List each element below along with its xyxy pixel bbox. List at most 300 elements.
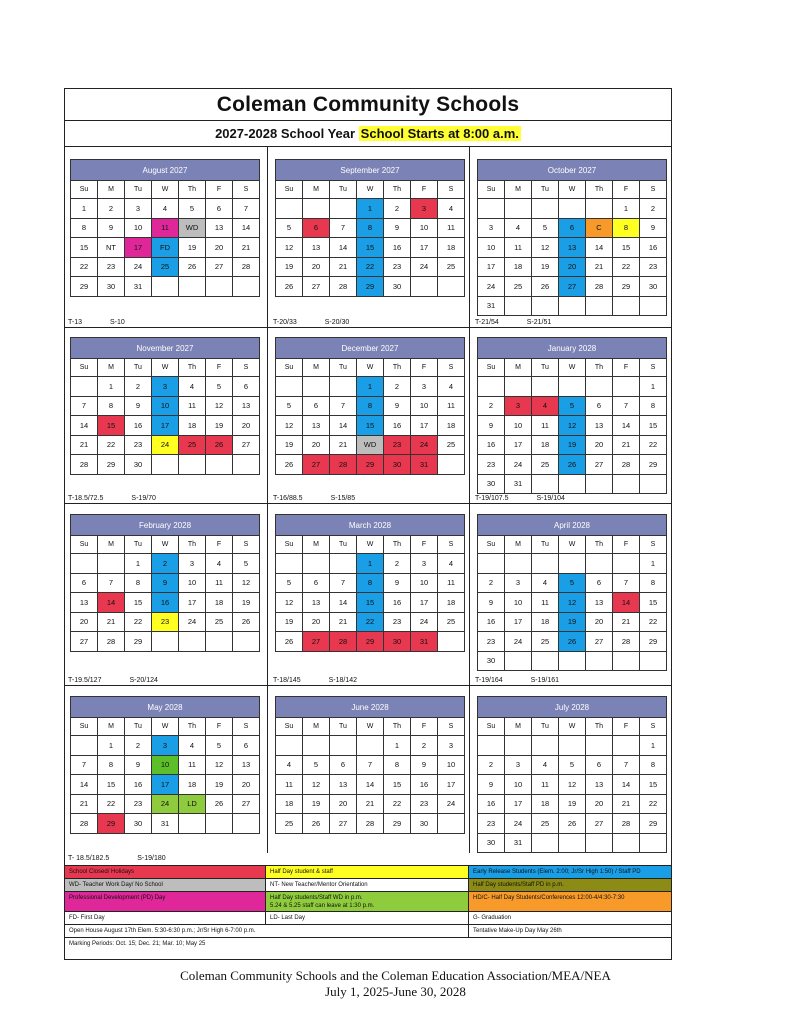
weekday-label: W <box>559 359 586 377</box>
day-cell: 20 <box>303 257 330 277</box>
student-day-count: S-19/180 <box>137 855 166 862</box>
week-row <box>276 238 465 258</box>
day-cell <box>438 277 465 297</box>
month-grid <box>477 358 667 494</box>
legend-school-closed: School Closed/ Holidays <box>65 866 266 878</box>
legend-half-day-wd-line2: 5.24 & 5.25 staff can leave at 1:30 p.m. <box>270 903 375 909</box>
day-cell: 15 <box>640 775 667 795</box>
day-cell: 27 <box>330 814 357 834</box>
day-cell <box>478 199 505 219</box>
day-cell: 16 <box>384 593 411 613</box>
day-cell: 29 <box>98 455 125 475</box>
month-title: September 2027 <box>275 159 465 180</box>
weekday-label: Tu <box>125 359 152 377</box>
day-cell: 20 <box>233 775 260 795</box>
day-cell: 25 <box>438 257 465 277</box>
day-cell <box>559 833 586 853</box>
day-cell <box>276 377 303 397</box>
day-cell: 27 <box>586 455 613 475</box>
weekday-label: F <box>613 359 640 377</box>
day-cell: 18 <box>532 435 559 455</box>
weekday-label: S <box>640 536 667 554</box>
week-row <box>478 814 667 834</box>
day-cell: 17 <box>478 257 505 277</box>
day-cell: 6 <box>233 736 260 756</box>
day-cell: 27 <box>303 455 330 475</box>
week-row <box>71 257 260 277</box>
day-cell: 27 <box>586 632 613 652</box>
day-cell: 6 <box>206 199 233 219</box>
weekday-label: Th <box>586 359 613 377</box>
day-cell: 22 <box>125 612 152 632</box>
day-cell <box>532 474 559 494</box>
day-cell <box>233 632 260 652</box>
day-cell <box>505 377 532 397</box>
teacher-day-count: T-19/107.5 <box>475 495 509 502</box>
weekday-label: Tu <box>532 718 559 736</box>
weekday-label: Su <box>276 536 303 554</box>
school-year-label: 2027-2028 School Year <box>215 126 356 141</box>
weekday-label: Tu <box>330 181 357 199</box>
week-row <box>478 435 667 455</box>
day-cell: 19 <box>206 775 233 795</box>
day-cell <box>179 632 206 652</box>
weekday-label: Tu <box>125 536 152 554</box>
weekday-label: S <box>640 718 667 736</box>
day-cell: 14 <box>613 593 640 613</box>
day-cell: 19 <box>532 257 559 277</box>
day-cell: 23 <box>384 435 411 455</box>
day-cell: 12 <box>276 416 303 436</box>
weekday-label: W <box>152 181 179 199</box>
weekday-label: M <box>98 181 125 199</box>
day-cell: 10 <box>125 218 152 238</box>
day-cell: 2 <box>478 573 505 593</box>
weekday-label: Th <box>586 718 613 736</box>
weekday-label: Su <box>71 359 98 377</box>
day-cell: 15 <box>98 416 125 436</box>
day-cell: 29 <box>613 277 640 297</box>
day-cell: 25 <box>532 455 559 475</box>
day-cell: 4 <box>438 377 465 397</box>
week-row <box>71 573 260 593</box>
day-cell: 8 <box>125 573 152 593</box>
footer-line1: Coleman Community Schools and the Coleman Education Association/MEA/NEA <box>180 968 611 983</box>
weekday-label: M <box>505 718 532 736</box>
day-cell: 19 <box>559 435 586 455</box>
weekday-label: Th <box>384 536 411 554</box>
day-cell: 10 <box>438 755 465 775</box>
month-grid <box>70 358 260 475</box>
weekday-label: Su <box>71 536 98 554</box>
day-cell: 8 <box>613 218 640 238</box>
month-calendar <box>275 337 465 475</box>
weekday-header-row <box>478 359 667 377</box>
day-cell <box>586 833 613 853</box>
legend-half-day: Half Day student & staff <box>266 866 469 878</box>
day-cell: C <box>586 218 613 238</box>
week-row <box>478 612 667 632</box>
day-cell: 29 <box>125 632 152 652</box>
day-cell: 5 <box>303 755 330 775</box>
day-cell: 6 <box>330 755 357 775</box>
day-cell: 9 <box>478 593 505 613</box>
weekday-label: S <box>438 718 465 736</box>
week-row <box>276 736 465 756</box>
week-row <box>478 573 667 593</box>
week-row <box>71 775 260 795</box>
weekday-label: S <box>233 181 260 199</box>
day-cell: 24 <box>411 435 438 455</box>
day-cell: 1 <box>71 199 98 219</box>
day-cell: 25 <box>532 632 559 652</box>
student-day-count: S-21/51 <box>526 319 552 326</box>
day-cell: 5 <box>276 218 303 238</box>
day-cell: 26 <box>276 632 303 652</box>
day-cell: 12 <box>276 238 303 258</box>
day-cell: 20 <box>303 612 330 632</box>
weekday-label: W <box>152 359 179 377</box>
day-cell: 17 <box>411 416 438 436</box>
day-cell: 29 <box>357 632 384 652</box>
day-cell: 30 <box>98 277 125 297</box>
day-cell: 30 <box>411 814 438 834</box>
day-cell: 4 <box>179 736 206 756</box>
day-cell: 11 <box>438 573 465 593</box>
day-cell: 6 <box>586 396 613 416</box>
day-cell: 3 <box>505 755 532 775</box>
day-cell <box>411 277 438 297</box>
week-row <box>478 794 667 814</box>
week-row <box>71 736 260 756</box>
week-row <box>478 377 667 397</box>
teacher-day-count: T-19.5/127 <box>68 677 102 684</box>
day-cell <box>640 296 667 316</box>
day-cell: 26 <box>179 257 206 277</box>
day-cell: 26 <box>276 277 303 297</box>
day-cell: 6 <box>586 573 613 593</box>
day-cell: 5 <box>206 736 233 756</box>
weekday-label: W <box>357 536 384 554</box>
week-row <box>276 199 465 219</box>
day-cell: 9 <box>478 775 505 795</box>
day-cell: 9 <box>98 218 125 238</box>
day-cell: 17 <box>505 794 532 814</box>
day-cell <box>233 277 260 297</box>
day-cell: 30 <box>478 651 505 671</box>
day-cell: 14 <box>613 416 640 436</box>
weekday-label: M <box>303 359 330 377</box>
weekday-label: F <box>206 359 233 377</box>
week-row <box>71 435 260 455</box>
day-cell: 12 <box>276 593 303 613</box>
day-cell: 22 <box>357 257 384 277</box>
weekday-header-row <box>71 536 260 554</box>
day-cell: 9 <box>384 218 411 238</box>
week-row <box>478 199 667 219</box>
week-row <box>478 651 667 671</box>
day-cell <box>330 736 357 756</box>
legend-new-teacher: NT- New Teacher/Mentor Orientation <box>266 879 469 891</box>
day-cell: 4 <box>532 396 559 416</box>
day-cell: 9 <box>640 218 667 238</box>
day-cell: 17 <box>125 238 152 258</box>
day-cell <box>357 736 384 756</box>
week-row <box>71 632 260 652</box>
day-cell: 5 <box>276 573 303 593</box>
weekday-label: S <box>438 536 465 554</box>
month-grid <box>477 717 667 853</box>
month-grid <box>275 535 465 652</box>
day-cell <box>276 736 303 756</box>
day-cell: 20 <box>559 257 586 277</box>
day-cell: 19 <box>206 416 233 436</box>
day-cell <box>559 377 586 397</box>
week-row <box>71 199 260 219</box>
teacher-day-count: T-16/88.5 <box>273 495 303 502</box>
day-cell: 11 <box>532 416 559 436</box>
day-cell: 29 <box>357 455 384 475</box>
day-cell: 16 <box>125 416 152 436</box>
day-cell: 30 <box>125 814 152 834</box>
day-cell: 20 <box>330 794 357 814</box>
day-cell: 13 <box>586 775 613 795</box>
day-cell <box>478 554 505 574</box>
day-cell: 10 <box>152 755 179 775</box>
day-cell: 31 <box>505 833 532 853</box>
day-cell <box>438 455 465 475</box>
day-cell: 14 <box>357 775 384 795</box>
weekday-label: F <box>613 718 640 736</box>
day-cell: 11 <box>532 593 559 613</box>
day-cell <box>505 296 532 316</box>
month-calendar <box>275 514 465 652</box>
day-cell: 28 <box>233 257 260 277</box>
day-cell: 3 <box>152 736 179 756</box>
day-cell: 3 <box>478 218 505 238</box>
day-cell: 3 <box>411 199 438 219</box>
day-cell <box>532 554 559 574</box>
day-cell: 10 <box>411 573 438 593</box>
day-cell: 21 <box>233 238 260 258</box>
day-cell: 5 <box>276 396 303 416</box>
day-cell: 15 <box>125 593 152 613</box>
weekday-label: Su <box>478 718 505 736</box>
day-cell <box>532 651 559 671</box>
day-cell: 30 <box>384 632 411 652</box>
day-cell: 3 <box>411 377 438 397</box>
day-cell: 27 <box>303 632 330 652</box>
day-cell: 18 <box>179 416 206 436</box>
month-day-counts <box>68 319 153 326</box>
weekday-label: W <box>559 536 586 554</box>
day-cell: 30 <box>125 455 152 475</box>
day-cell: 7 <box>613 573 640 593</box>
month-calendar <box>477 696 667 853</box>
day-cell: 29 <box>640 814 667 834</box>
legend-graduation: G- Graduation <box>473 915 512 921</box>
day-cell: 23 <box>478 455 505 475</box>
day-cell: 5 <box>559 396 586 416</box>
weekday-header-row <box>478 181 667 199</box>
day-cell <box>152 455 179 475</box>
day-cell: 13 <box>586 416 613 436</box>
weekday-label: Th <box>586 181 613 199</box>
day-cell: 1 <box>640 554 667 574</box>
day-cell: 24 <box>152 435 179 455</box>
day-cell: 31 <box>411 455 438 475</box>
week-row <box>71 554 260 574</box>
day-cell: 11 <box>532 775 559 795</box>
day-cell <box>206 814 233 834</box>
day-cell <box>532 833 559 853</box>
grid-divider <box>267 147 268 853</box>
day-cell: 22 <box>98 435 125 455</box>
day-cell: 17 <box>411 238 438 258</box>
legend-marking-periods: Marking Periods: Oct. 15; Dec. 21; Mar. 10; May 25 <box>65 937 671 950</box>
teacher-day-count: T-20/33 <box>273 319 297 326</box>
day-cell: 3 <box>411 554 438 574</box>
day-cell: 14 <box>330 416 357 436</box>
day-cell: 15 <box>357 416 384 436</box>
day-cell: 12 <box>559 593 586 613</box>
day-cell: 21 <box>71 794 98 814</box>
day-cell: 3 <box>438 736 465 756</box>
day-cell: 10 <box>411 396 438 416</box>
day-cell <box>586 736 613 756</box>
day-cell: 27 <box>233 794 260 814</box>
day-cell: 5 <box>179 199 206 219</box>
weekday-label: Tu <box>330 359 357 377</box>
day-cell <box>532 377 559 397</box>
weekday-label: S <box>233 536 260 554</box>
day-cell: 8 <box>640 396 667 416</box>
day-cell <box>206 632 233 652</box>
legend-first-day: FD- First Day <box>65 912 266 924</box>
day-cell: 26 <box>206 794 233 814</box>
day-cell: 2 <box>478 396 505 416</box>
day-cell: 1 <box>125 554 152 574</box>
day-cell: 27 <box>303 277 330 297</box>
teacher-day-count: T-21/54 <box>475 319 499 326</box>
day-cell <box>71 377 98 397</box>
weekday-label: Su <box>71 181 98 199</box>
day-cell <box>233 455 260 475</box>
teacher-day-count: T-13 <box>68 319 83 326</box>
week-row <box>276 218 465 238</box>
day-cell <box>640 651 667 671</box>
day-cell: 24 <box>438 794 465 814</box>
weekday-label: W <box>152 536 179 554</box>
month-title: May 2028 <box>70 696 260 717</box>
day-cell: 26 <box>559 814 586 834</box>
weekday-header-row <box>276 359 465 377</box>
day-cell: 7 <box>613 396 640 416</box>
week-row <box>276 755 465 775</box>
day-cell: 1 <box>357 377 384 397</box>
day-cell: 21 <box>357 794 384 814</box>
grid-divider <box>65 327 671 328</box>
day-cell: 18 <box>438 238 465 258</box>
day-cell: 18 <box>532 612 559 632</box>
day-cell: 2 <box>152 554 179 574</box>
week-row <box>71 755 260 775</box>
day-cell: 14 <box>71 775 98 795</box>
legend-half-day-wd <box>266 892 469 911</box>
day-cell <box>559 554 586 574</box>
weekday-label: M <box>98 718 125 736</box>
day-cell: 15 <box>640 593 667 613</box>
day-cell: 27 <box>71 632 98 652</box>
day-cell: 10 <box>411 218 438 238</box>
day-cell: 31 <box>505 474 532 494</box>
weekday-header-row <box>71 718 260 736</box>
week-row <box>71 218 260 238</box>
day-cell: 31 <box>478 296 505 316</box>
month-grid <box>70 535 260 652</box>
day-cell: 24 <box>179 612 206 632</box>
day-cell: 2 <box>125 377 152 397</box>
week-row <box>276 257 465 277</box>
day-cell: 26 <box>559 632 586 652</box>
month-calendar <box>70 696 260 834</box>
day-cell: 1 <box>98 377 125 397</box>
day-cell <box>586 199 613 219</box>
day-cell: 26 <box>303 814 330 834</box>
day-cell: 17 <box>152 416 179 436</box>
day-cell: 11 <box>438 396 465 416</box>
day-cell: 23 <box>152 612 179 632</box>
day-cell: 7 <box>71 396 98 416</box>
weekday-label: F <box>411 536 438 554</box>
day-cell: 3 <box>505 396 532 416</box>
day-cell: 22 <box>71 257 98 277</box>
weekday-label: Su <box>276 181 303 199</box>
month-grid <box>275 358 465 475</box>
day-cell: 1 <box>357 199 384 219</box>
day-cell: 7 <box>330 396 357 416</box>
day-cell: 8 <box>640 573 667 593</box>
day-cell: 23 <box>384 612 411 632</box>
week-row <box>276 455 465 475</box>
day-cell: 29 <box>640 455 667 475</box>
weekday-label: Th <box>179 359 206 377</box>
day-cell: 16 <box>125 775 152 795</box>
weekday-label: M <box>303 718 330 736</box>
weekday-label: Th <box>179 181 206 199</box>
month-day-counts <box>475 319 579 326</box>
weekday-label: Su <box>478 359 505 377</box>
day-cell: 22 <box>640 794 667 814</box>
day-cell: 16 <box>478 794 505 814</box>
day-cell: 31 <box>125 277 152 297</box>
day-cell: 7 <box>233 199 260 219</box>
day-cell: 3 <box>125 199 152 219</box>
weekday-label: Tu <box>125 181 152 199</box>
day-cell: 12 <box>233 573 260 593</box>
student-day-count: S-15/85 <box>330 495 356 502</box>
legend-early-release: Early Release Students (Elem. 2:00; Jr/Sr High 1:50) / Staff PD <box>469 866 671 878</box>
day-cell: 7 <box>330 573 357 593</box>
day-cell: 24 <box>505 455 532 475</box>
day-cell: 5 <box>559 573 586 593</box>
day-cell: 22 <box>640 612 667 632</box>
weekday-label: M <box>98 536 125 554</box>
weekday-label: Th <box>384 718 411 736</box>
weekday-header-row <box>71 181 260 199</box>
day-cell: 26 <box>206 435 233 455</box>
day-cell: 8 <box>98 755 125 775</box>
